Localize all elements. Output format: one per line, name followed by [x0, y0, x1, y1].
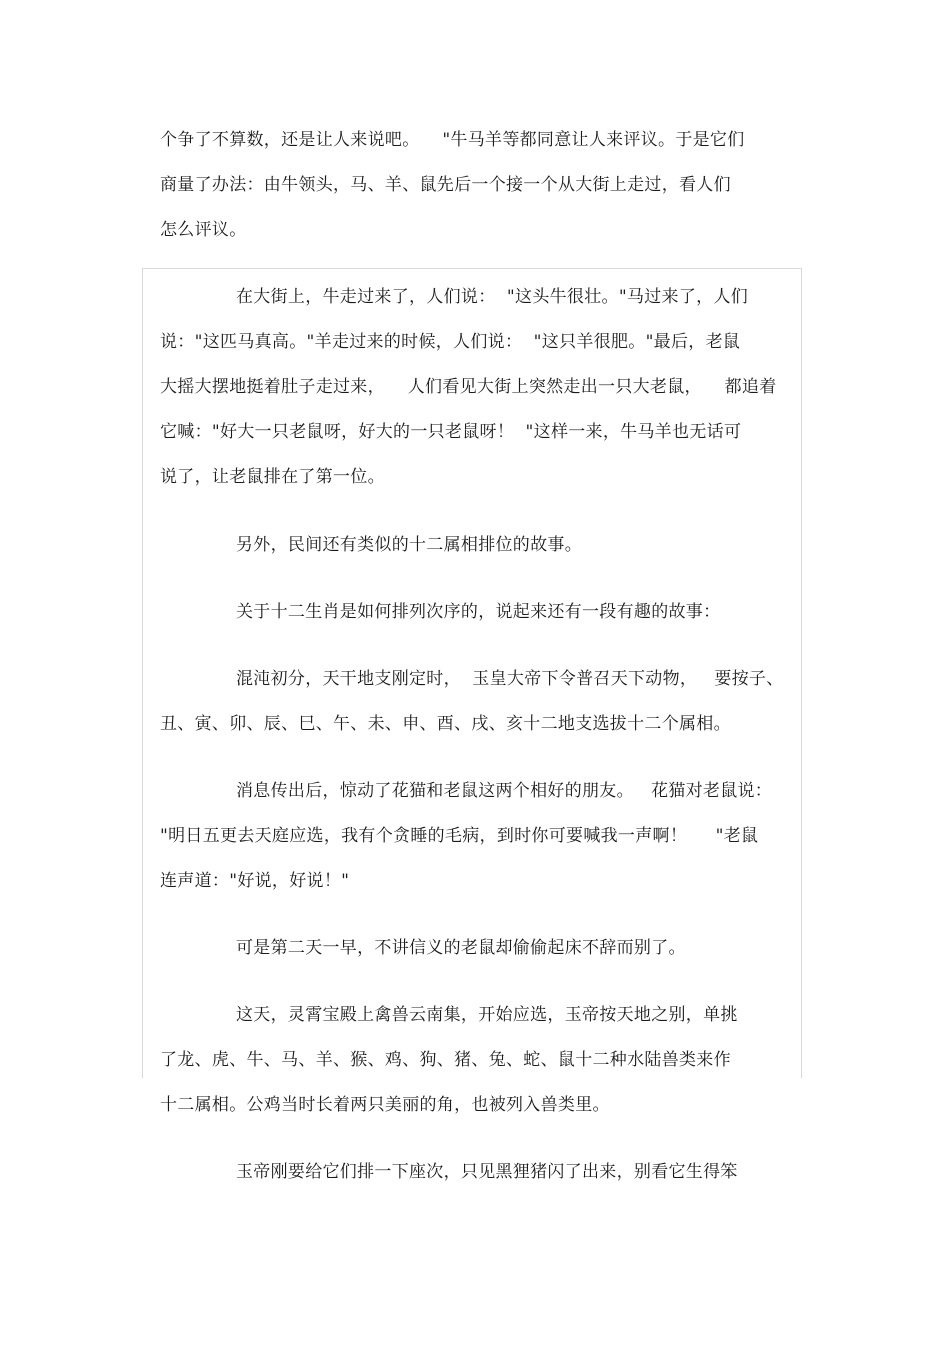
text-line: 了龙、虎、牛、马、羊、猴、鸡、狗、猪、兔、蛇、鼠十二种水陆兽类来作 [160, 1050, 731, 1070]
text-line: 在大街上，牛走过来了，人们说： "这头牛很壮。"马过来了，人们 [236, 287, 749, 307]
text-line: 玉帝刚要给它们排一下座次，只见黑狸猪闪了出来，别看它生得笨 [236, 1162, 738, 1182]
text-line: 混沌初分，天干地支刚定时， 玉皇大帝下令普召天下动物， 要按子、 [236, 669, 784, 689]
text-line: 十二属相。公鸡当时长着两只美丽的角，也被列入兽类里。 [160, 1095, 610, 1115]
text-line: 怎么评议。 [160, 220, 247, 240]
text-line: 它喊："好大一只老鼠呀，好大的一只老鼠呀！ "这样一来，牛马羊也无话可 [160, 422, 742, 442]
text-line: 连声道："好说，好说！" [160, 871, 350, 891]
text-line: 这天，灵霄宝殿上禽兽云南集，开始应选，玉帝按天地之别，单挑 [236, 1005, 738, 1025]
text-line: 丑、寅、卯、辰、巳、午、未、申、酉、戌、亥十二地支选拔十二个属相。 [160, 714, 731, 734]
text-line: 说了，让老鼠排在了第一位。 [160, 467, 385, 487]
text-line: 可是第二天一早，不讲信义的老鼠却偷偷起床不辞而别了。 [236, 938, 686, 958]
text-line: "明日五更去天庭应选，我有个贪睡的毛病，到时你可要喊我一声啊！ "老鼠 [160, 826, 759, 846]
text-line: 个争了不算数，还是让人来说吧。 "牛马羊等都同意让人来评议。于是它们 [160, 130, 745, 150]
text-line: 大摇大摆地挺着肚子走过来， 人们看见大街上突然走出一只大老鼠， 都追着 [160, 377, 777, 397]
text-line: 商量了办法：由牛领头，马、羊、鼠先后一个接一个从大街上走过，看人们 [160, 175, 731, 195]
text-line: 另外，民间还有类似的十二属相排位的故事。 [236, 535, 582, 555]
text-line: 消息传出后，惊动了花猫和老鼠这两个相好的朋友。 花猫对老鼠说： [236, 781, 773, 801]
text-line: 关于十二生肖是如何排列次序的，说起来还有一段有趣的故事： [236, 602, 721, 622]
text-line: 说："这匹马真高。"羊走过来的时候，人们说： "这只羊很肥。"最后，老鼠 [160, 332, 741, 352]
